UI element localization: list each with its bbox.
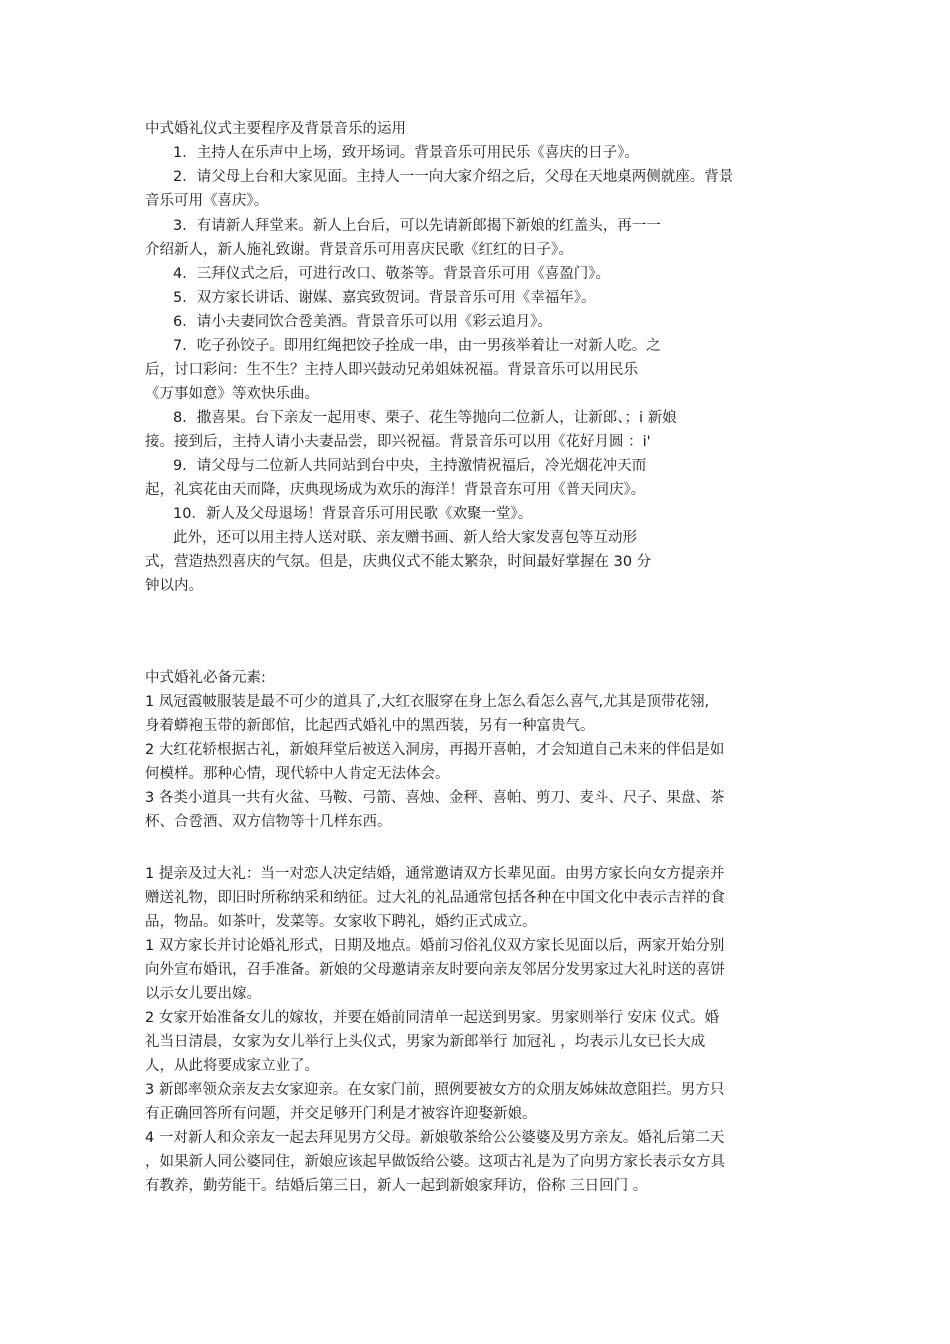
element-item-1: 1 凤冠霞帔服装是最不可少的道具了,大红衣服穿在身上怎么看怎么喜气,尤其是顶带花翎,: [145, 694, 710, 710]
custom-item: 2 女家开始准备女儿的嫁妆，并要在婚前同清单一起送到男家。男家则举行 安床 仪式。婚: [145, 1010, 720, 1026]
program-step-10: 10．新人及父母退场！背景音乐可用民歌《欢聚一堂》。: [173, 506, 533, 522]
section-title: 中式婚礼仪式主要程序及背景音乐的运用: [145, 121, 406, 137]
program-step-1: 1．主持人在乐声中上场，致开场词。背景音乐可用民乐《喜庆的日子》。: [173, 145, 639, 161]
program-step-3-cont: 介绍新人，新人施礼致谢。背景音乐可用喜庆民歌《红红的日子》。: [145, 242, 573, 258]
custom-item-cont: ，如果新人同公婆同住，新娘应该起早做饭给公婆。这项古礼是为了向男方家长表示女方具: [145, 1154, 725, 1170]
custom-item-cont: 品，物品。如茶叶，发菜等。女家收下聘礼，婚约正式成立。: [145, 914, 537, 930]
program-step-9-cont: 起，礼宾花由天而降，庆典现场成为欢乐的海洋！背景音东可用《普天同庆》。: [145, 482, 646, 498]
custom-item-cont: 以示女儿要出嫁。: [145, 986, 261, 1002]
program-note-cont: 式，营造热烈喜庆的气氛。但是，庆典仪式不能太繁杂，时间最好掌握在 30 分: [145, 554, 652, 570]
program-step-6: 6．请小夫妻同饮合卺美酒。背景音乐可以用《彩云追月》。: [173, 314, 552, 330]
program-step-8: 8．撒喜果。台下亲友一起用枣、栗子、花生等抛向二位新人，让新郎、；i 新娘: [173, 410, 677, 426]
custom-item: 3 新郎率领众亲友去女家迎亲。在女家门前，照例要被女方的众朋友姊妹故意阻拦。男方只: [145, 1082, 725, 1098]
custom-item-cont: 有正确回答所有问题，并交足够开门利是才被容许迎娶新娘。: [145, 1106, 537, 1122]
section-title: 中式婚礼必备元素:: [145, 670, 266, 686]
element-item-1-cont: 身着蟒袍玉带的新郎倌，比起西式婚礼中的黑西装，另有一种富贵气。: [145, 718, 595, 734]
program-step-5: 5．双方家长讲话、谢媒、嘉宾致贺词。背景音乐可用《幸福年》。: [173, 290, 596, 306]
element-item-3: 3 各类小道具一共有火盆、马鞍、弓箭、喜烛、金秤、喜帕、剪刀、麦斗、尺子、果盘、茶: [145, 790, 725, 806]
element-item-3-cont: 杯、合卺酒、双方信物等十几样东西。: [145, 814, 392, 830]
program-step-9: 9．请父母与二位新人共同站到台中央，主持激情祝福后，冷光烟花冲天而: [173, 458, 647, 474]
custom-item-cont: 赠送礼物，即旧时所称纳采和纳征。过大礼的礼品通常包括各种在中国文化中表示吉祥的食: [145, 890, 725, 906]
custom-item-cont: 人，从此将要成家立业了。: [145, 1058, 319, 1074]
program-step-8-cont: 接。接到后，主持人请小夫妻品尝，即兴祝福。背景音乐可以用《花好月圆 ：i': [145, 434, 651, 450]
custom-item: 1 双方家长并讨论婚礼形式，日期及地点。婚前习俗礼仪双方家长见面以后，两家开始分别: [145, 938, 725, 954]
custom-item-cont: 礼当日清晨，女家为女儿举行上头仪式，男家为新郎举行 加冠礼 ，均表示儿女已长大成: [145, 1034, 706, 1050]
custom-item: 4 一对新人和众亲友一起去拜见男方父母。新娘敬茶给公公婆婆及男方亲友。婚礼后第二天: [145, 1130, 725, 1146]
element-item-2-cont: 何模样。那种心情，现代轿中人肯定无法体会。: [145, 766, 450, 782]
program-step-2: 2．请父母上台和大家见面。主持人一一向大家介绍之后，父母在天地桌两侧就座。背景: [173, 169, 734, 185]
program-step-2-cont: 音乐可用《喜庆》。: [145, 193, 269, 209]
custom-item-cont: 向外宣布婚讯，召手准备。新娘的父母邀请亲友时要向亲友邻居分发男家过大礼时送的喜饼: [145, 962, 725, 978]
program-step-7-cont: 后，讨口彩问：生不生？主持人即兴鼓动兄弟姐妹祝福。背景音乐可以用民乐: [145, 362, 638, 378]
custom-item: 1 提亲及过大礼：当一对恋人决定结婚，通常邀请双方长辈见面。由男方家长向女方提亲并: [145, 866, 725, 882]
program-step-4: 4．三拜仪式之后，可进行改口、敬茶等。背景音乐可用《喜盈门》。: [173, 266, 610, 282]
program-step-7-cont: 《万事如意》等欢快乐曲。: [145, 386, 319, 402]
program-step-3: 3．有请新人拜堂来。新人上台后，可以先请新郎揭下新娘的红盖头，再一一: [173, 218, 661, 234]
program-step-7: 7．吃子孙饺子。即用红绳把饺子拴成一串，由一男孩举着让一对新人吃。之: [173, 338, 661, 354]
program-note: 此外，还可以用主持人送对联、亲友赠书画、新人给大家发喜包等互动形: [173, 530, 637, 546]
custom-item-cont: 有教养，勤劳能干。结婚后第三日，新人一起到新娘家拜访，俗称 三日回门 。: [145, 1178, 648, 1194]
program-note-cont: 钟以内。: [145, 578, 203, 594]
element-item-2: 2 大红花轿根据古礼，新娘拜堂后被送入洞房，再揭开喜帕，才会知道自己未来的伴侣是如: [145, 742, 725, 758]
